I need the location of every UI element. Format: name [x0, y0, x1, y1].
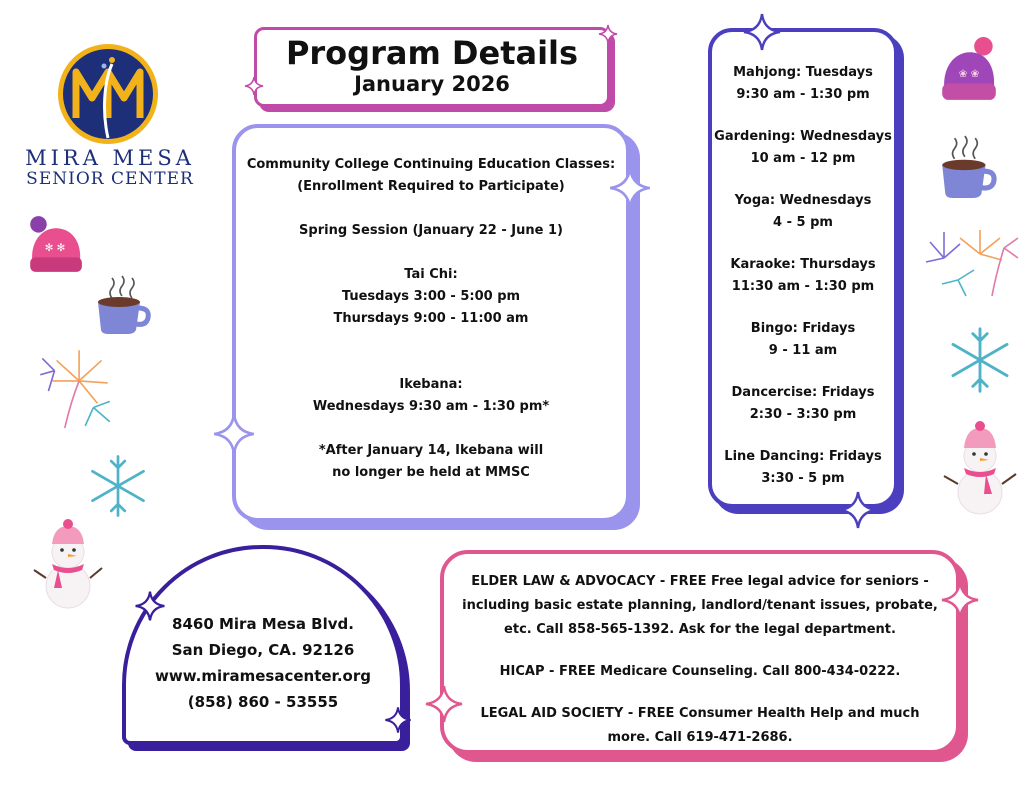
sparkle-icon — [838, 490, 878, 530]
winter-hat-icon — [938, 36, 1000, 104]
fireworks-icon — [34, 340, 116, 432]
contact-box — [122, 545, 404, 745]
snowman-icon — [940, 420, 1018, 516]
snowman-icon — [28, 518, 106, 610]
fireworks-icon — [922, 224, 1020, 298]
logo-name-line2: SENIOR CENTER — [26, 169, 194, 189]
sparkle-icon — [424, 684, 464, 724]
elder-law-line-1: ELDER LAW & ADVOCACY - FREE Free legal advice for seniors - — [471, 574, 929, 589]
sparkle-icon — [742, 12, 782, 52]
page-title: Program Details — [285, 34, 579, 72]
activity-dancercise — [712, 382, 894, 446]
ikebana-title: Ikebana: — [399, 377, 463, 392]
snowflake-icon — [84, 452, 152, 520]
ikebana-note-2: no longer be held at MMSC — [332, 465, 530, 480]
activities-box — [708, 28, 898, 508]
activity-gardening — [712, 126, 894, 190]
title-box — [254, 27, 610, 107]
ikebana-note-1: *After January 14, Ikebana will — [318, 443, 544, 458]
activity-karaoke — [712, 254, 894, 318]
classes-heading: Community College Continuing Education Classes: — [246, 157, 616, 172]
address-line-2: San Diego, CA. 92126 — [171, 641, 355, 659]
sparkle-icon — [244, 76, 264, 96]
activity-name: Karaoke: Thursdays — [730, 257, 876, 272]
activity-mahjong — [712, 62, 894, 126]
activity-name: Bingo: Fridays — [750, 321, 856, 336]
taichi-schedule-2: Thursdays 9:00 - 11:00 am — [333, 311, 529, 326]
taichi-title: Tai Chi: — [404, 267, 458, 282]
activity-time: 4 - 5 pm — [773, 215, 833, 230]
logo-emblem-icon — [56, 42, 160, 146]
sparkle-icon — [384, 706, 412, 734]
snowflake-icon — [944, 324, 1016, 396]
page-subtitle: January 2026 — [354, 72, 510, 96]
activity-time: 11:30 am - 1:30 pm — [731, 279, 875, 294]
sparkle-icon — [608, 166, 652, 210]
activity-name: Gardening: Wednesdays — [714, 129, 892, 144]
activity-time: 2:30 - 3:30 pm — [749, 407, 857, 422]
sparkle-icon — [212, 412, 256, 456]
classes-subheading: (Enrollment Required to Participate) — [297, 179, 565, 194]
activity-bingo — [712, 318, 894, 382]
activity-name: Mahjong: Tuesdays — [733, 65, 873, 80]
activity-name: Dancercise: Fridays — [731, 385, 875, 400]
svg-text:❀ ❀: ❀ ❀ — [958, 68, 980, 81]
activity-time: 3:30 - 5 pm — [761, 471, 845, 486]
winter-hat-icon — [24, 214, 86, 276]
activity-time: 9 - 11 am — [768, 343, 838, 358]
logo — [24, 42, 196, 192]
classes-box — [232, 124, 630, 522]
activity-time: 10 am - 12 pm — [750, 151, 856, 166]
activity-yoga — [712, 190, 894, 254]
website-link[interactable]: www.miramesacenter.org — [155, 667, 371, 685]
hicap-info: HICAP - FREE Medicare Counseling. Call 800-434-0222. — [499, 664, 901, 679]
ikebana-schedule: Wednesdays 9:30 am - 1:30 pm* — [312, 399, 550, 414]
coffee-mug-icon — [94, 274, 152, 334]
phone-number: (858) 860 - 53555 — [187, 693, 339, 711]
legal-aid-line-1: LEGAL AID SOCIETY - FREE Consumer Health Help and much — [480, 706, 920, 721]
resources-box — [440, 550, 960, 754]
session-dates: Spring Session (January 22 - June 1) — [299, 223, 563, 238]
legal-aid-line-2: more. Call 619-471-2686. — [607, 730, 793, 745]
activity-time: 9:30 am - 1:30 pm — [736, 87, 870, 102]
sparkle-icon — [134, 590, 166, 622]
coffee-mug-icon — [938, 134, 998, 200]
activity-name: Line Dancing: Fridays — [724, 449, 882, 464]
activity-name: Yoga: Wednesdays — [734, 193, 872, 208]
svg-text:✻ ✻: ✻ ✻ — [44, 242, 66, 255]
taichi-schedule-1: Tuesdays 3:00 - 5:00 pm — [341, 289, 521, 304]
address-line-1: 8460 Mira Mesa Blvd. — [172, 615, 354, 633]
elder-law-line-2: including basic estate planning, landlord/tenant issues, probate, — [462, 598, 938, 613]
elder-law-line-3: etc. Call 858-565-1392. Ask for the legal department. — [504, 622, 896, 637]
sparkle-icon — [940, 580, 980, 620]
logo-name-line1: MIRA MESA — [25, 146, 195, 170]
sparkle-icon — [598, 24, 618, 44]
